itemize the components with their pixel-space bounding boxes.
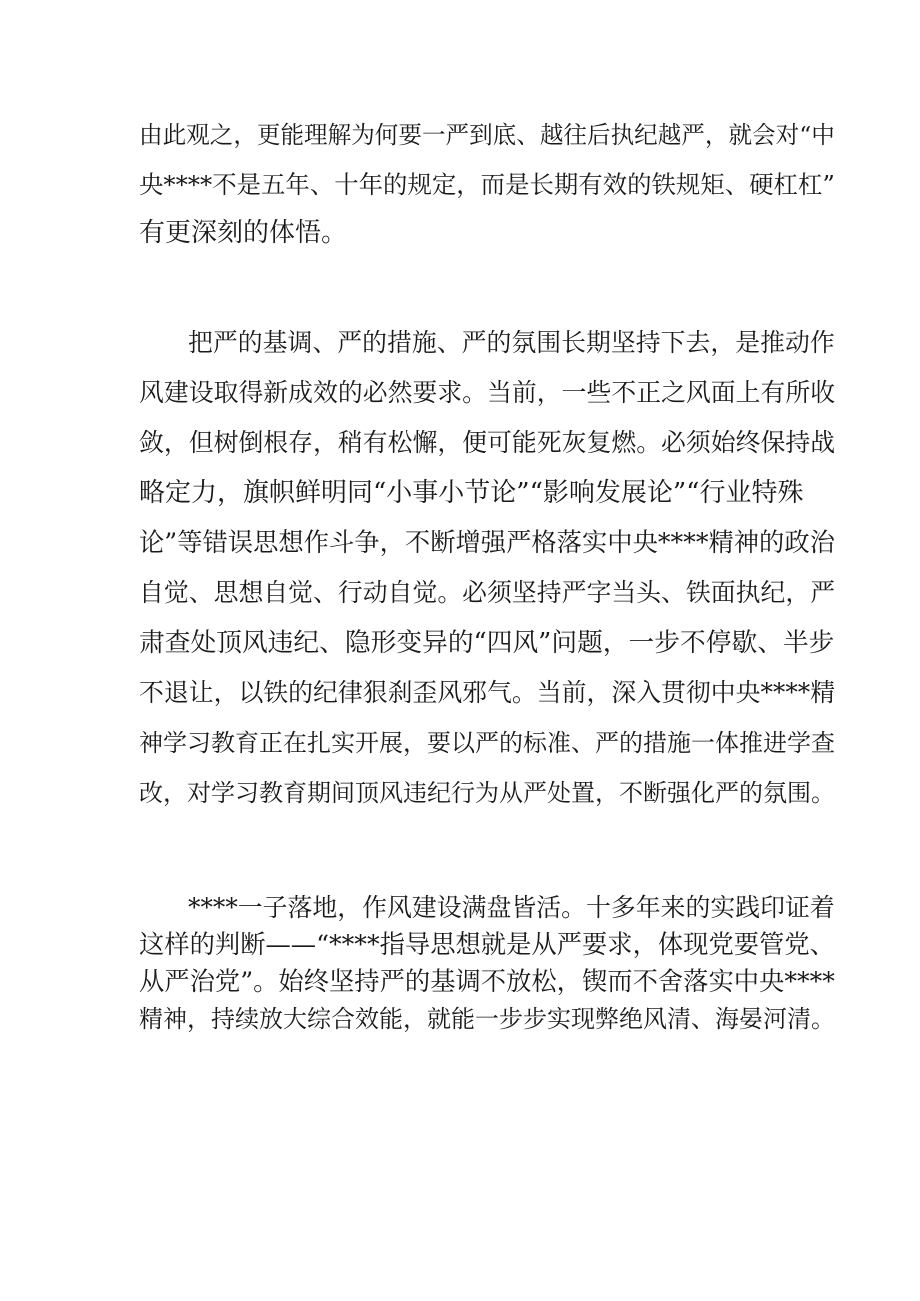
paragraph-line: 敛，但树倒根存，稍有松懈，便可能死灰复燃。必须始终保持战 [139, 428, 836, 457]
paragraph-line: 改，对学习教育期间顶风违纪行为从严处置，不断强化严的氛围。 [139, 779, 835, 807]
paragraph-line: 有更深刻的体悟。 [139, 218, 348, 248]
paragraph-line: 央****不是五年、十年的规定，而是长期有效的铁规矩、硬杠杠” [139, 170, 835, 199]
paragraph-line: 从严治党”。始终坚持严的基调不放松，锲而不舍落实中央**** [139, 967, 835, 996]
paragraph-line: 不退让，以铁的纪律狠刹歪风邪气。当前，深入贯彻中央****精 [139, 678, 836, 707]
paragraph-line: 论”等错误思想作斗争，不断增强严格落实中央****精神的政治 [139, 528, 835, 557]
paragraph-line: 略定力，旗帜鲜明同“小事小节论”“影响发展论”“行业特殊 [139, 478, 804, 508]
paragraph-line: 精神，持续放大综合效能，就能一步步实现弊绝风清、海晏河清。 [139, 1005, 835, 1033]
paragraph-line: 这样的判断——“****指导思想就是从严要求，体现党要管党、 [139, 930, 835, 959]
paragraph-line: 自觉、思想自觉、行动自觉。必须坚持严字当头、铁面执纪，严 [139, 578, 836, 607]
paragraph-line: 风建设取得新成效的必然要求。当前，一些不正之风面上有所收 [139, 378, 836, 407]
paragraph-line: ****一子落地，作风建设满盘皆活。十多年来的实践印证着 [188, 893, 835, 922]
paragraph-line: 肃查处顶风违纪、隐形变异的“四风”问题，一步不停歇、半步 [139, 628, 835, 658]
paragraph-line: 由此观之，更能理解为何要一严到底、越往后执纪越严，就会对“中 [139, 121, 835, 149]
paragraph-line: 神学习教育正在扎实开展，要以严的标准、严的措施一体推进学查 [139, 729, 835, 757]
paragraph-line: 把严的基调、严的措施、严的氛围长期坚持下去，是推动作 [188, 328, 835, 357]
